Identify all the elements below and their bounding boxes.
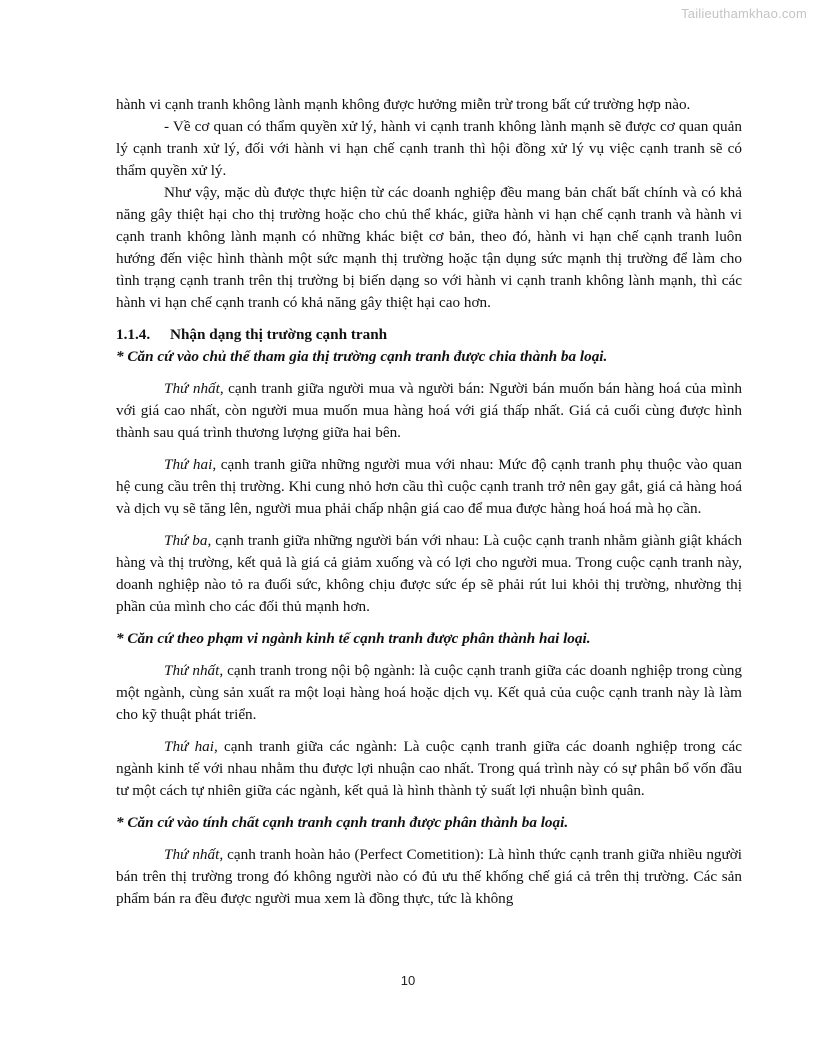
item-lead: Thứ nhất — [164, 662, 220, 679]
watermark: Tailieuthamkhao.com — [681, 6, 807, 21]
criterion-heading-participants: * Căn cứ vào chủ thể tham gia thị trường cạnh tranh được chia thành ba loại. — [116, 348, 608, 365]
list-item — [116, 736, 742, 802]
criterion-heading-nature: * Căn cứ vào tính chất cạnh tranh cạnh tranh được phân thành ba loại. — [116, 814, 569, 831]
page-number: 10 — [400, 973, 416, 988]
item-lead: Thứ hai, — [164, 456, 217, 473]
list-item — [116, 530, 742, 618]
item-lead: Thứ nhất — [164, 380, 220, 397]
section-heading — [116, 324, 742, 346]
section-number: 1.1.4. — [116, 326, 151, 343]
item-lead: Thứ nhất — [164, 846, 220, 863]
item-lead: Thứ ba, — [164, 532, 212, 549]
list-item — [116, 378, 742, 444]
item-lead: Thứ hai — [164, 738, 214, 755]
list-item — [116, 454, 742, 520]
item-text: , cạnh tranh hoàn hảo (Perfect Cometition): Là hình thức cạnh tranh giữa nhiều người bán trên thị trường trong đó không người nào có đủ ưu thế khống chế giá cả trên thị trường. Các sản phẩm bán ra đều được người mua xem là đồng thực, tức là không — [116, 846, 742, 907]
item-text: cạnh tranh giữa những người bán với nhau: Là cuộc cạnh tranh nhằm giành giật khách hàng và thị trường, kết quả là giá cả giảm xuống và có lợi cho người mua. Trong cuộc cạnh tranh này, doanh nghiệp nào tỏ ra đuối sức, không chịu được sức ép sẽ phải rút lui khỏi thị trường, nhường thị phần của mình cho các đối thủ mạnh hơn. — [116, 532, 742, 615]
document-body — [116, 94, 742, 910]
item-text: cạnh tranh giữa những người mua với nhau: Mức độ cạnh tranh phụ thuộc vào quan hệ cung cầu trên thị trường. Khi cung nhỏ hơn cầu thì cuộc cạnh tranh trở nên gay gắt, giá cả hàng hoá và dịch vụ sẽ tăng lên, người mua phải chấp nhận giá cao để mua được hàng hoá hoá mà họ cần. — [116, 456, 743, 517]
item-text: , cạnh tranh giữa các ngành: Là cuộc cạnh tranh giữa các doanh nghiệp trong các ngành kinh tế với nhau nhằm thu được lợi nhuận cao nhất. Trong quá trình này có sự phân bổ vốn đầu tư một cách tự nhiên giữa các ngành, kết quả là hình thành tỷ suất lợi nhuận bình quân. — [116, 738, 742, 799]
section-title: Nhận dạng thị trường cạnh tranh — [170, 326, 388, 343]
item-text: , cạnh tranh giữa người mua và người bán: Người bán muốn bán hàng hoá của mình với giá cao nhất, còn người mua muốn mua hàng hoá với giá thấp nhất. Giá cả cuối cùng được hình thành sau quá trình thương lượng giữa hai bên. — [116, 380, 743, 441]
list-item — [116, 660, 742, 726]
paragraph-continuation: hành vi cạnh tranh không lành mạnh không được hưởng miễn trừ trong bất cứ trường hợp nào. — [116, 96, 691, 113]
paragraph-conclusion: Như vậy, mặc dù được thực hiện từ các doanh nghiệp đều mang bản chất bất chính và có khả năng gây thiệt hại cho thị trường hoặc cho chủ thể khác, giữa hành vi hạn chế cạnh tranh và hành vi cạnh tranh không lành mạnh có những khác biệt cơ bản, theo đó, hành vi hạn chế cạnh tranh luôn hướng đến việc hình thành một sức mạnh thị trường hoặc tận dụng sức mạnh thị trường để làm cho tình trạng cạnh tranh trên thị trường bị biến dạng so với hành vi cạnh tranh không lành mạnh, thì các hành vi hạn chế cạnh tranh có khả năng gây thiệt hại cao hơn. — [116, 184, 742, 311]
list-item — [116, 844, 742, 910]
criterion-heading-industry: * Căn cứ theo phạm vi ngành kinh tế cạnh tranh được phân thành hai loại. — [116, 630, 591, 647]
item-text: , cạnh tranh trong nội bộ ngành: là cuộc cạnh tranh giữa các doanh nghiệp trong cùng một ngành, cùng sản xuất ra một loại hàng hoá hoặc dịch vụ. Kết quả của cuộc cạnh tranh này là làm cho kỹ thuật phát triển. — [116, 662, 742, 723]
paragraph-authority: - Về cơ quan có thẩm quyền xử lý, hành vi cạnh tranh không lành mạnh sẽ được cơ quan quản lý cạnh tranh xử lý, đối với hành vi hạn chế cạnh tranh thì hội đồng xử lý vụ việc cạnh tranh sẽ có thẩm quyền xử lý. — [116, 118, 742, 179]
